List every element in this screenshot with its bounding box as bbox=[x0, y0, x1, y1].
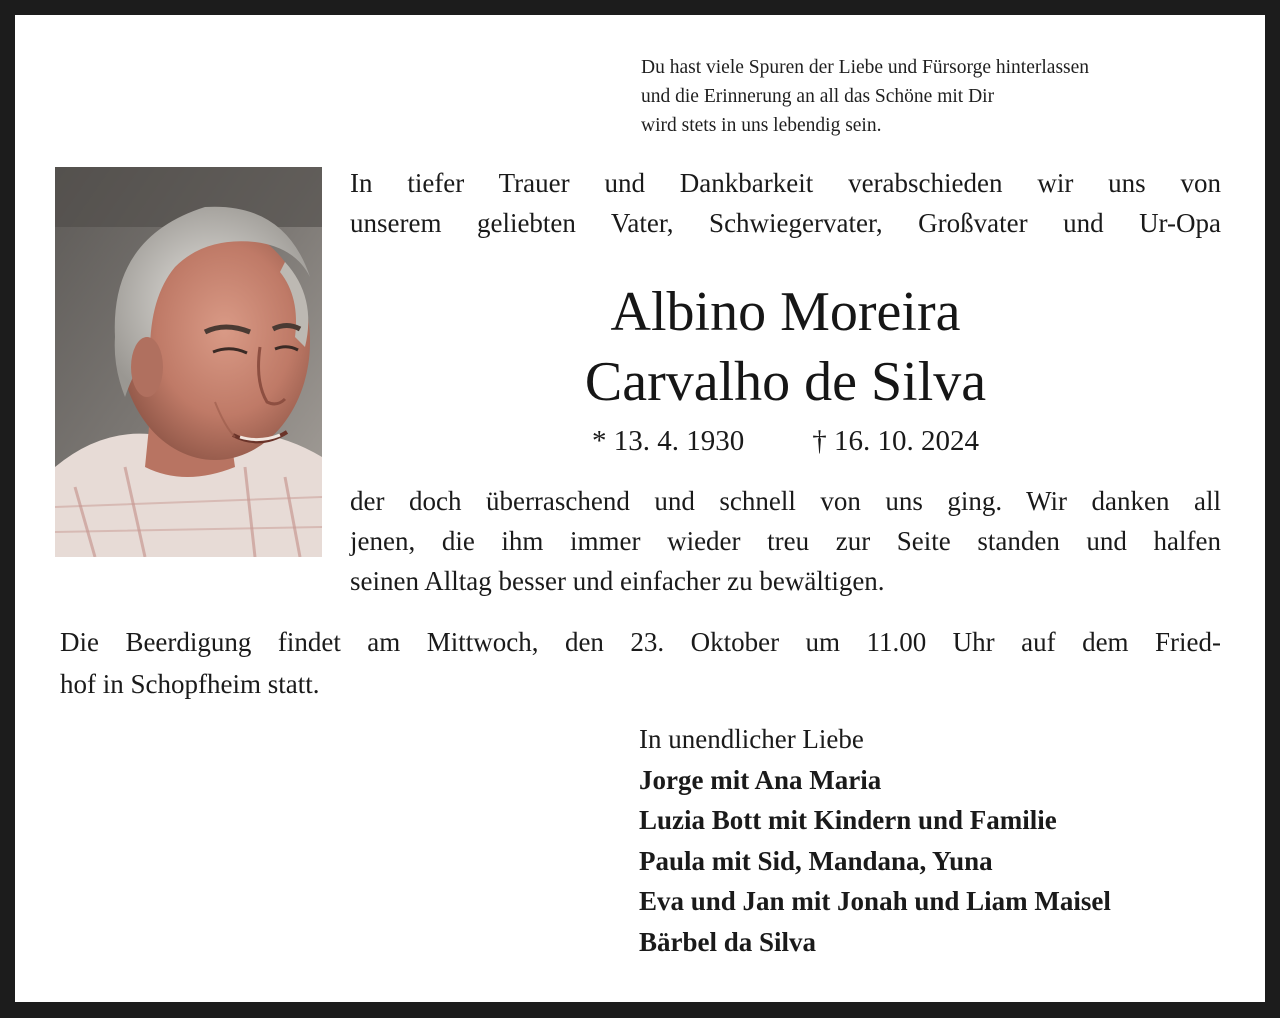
motto-line: Du hast viele Spuren der Liebe und Fürsorge hinterlassen bbox=[641, 57, 1090, 78]
signoff-intro: In unendlicher Liebe bbox=[639, 724, 864, 754]
intro-line: unserem geliebten Vater, Schwiegervater, Großvater und Ur-Opa bbox=[350, 208, 1221, 238]
mourner-name: Luzia Bott mit Kindern und Familie bbox=[639, 805, 1057, 835]
mourner-name: Bärbel da Silva bbox=[639, 926, 817, 957]
funeral-line: hof in Schopfheim statt. bbox=[60, 669, 320, 699]
signoff bbox=[639, 719, 1111, 962]
name-line-1: Albino Moreira bbox=[610, 281, 961, 343]
name-line-2: Carvalho de Silva bbox=[584, 351, 987, 413]
mourner-name: Paula mit Sid, Mandana, Yuna bbox=[639, 845, 993, 876]
motto-line: wird stets in uns lebendig sein. bbox=[641, 115, 882, 136]
portrait-photo bbox=[55, 167, 322, 557]
mourner-name: Eva und Jan mit Jonah und Liam Maisel bbox=[639, 886, 1111, 916]
funeral-line: Die Beerdigung findet am Mittwoch, den 23. Oktober um 11.00 Uhr auf dem Fried- bbox=[60, 627, 1221, 657]
life-dates bbox=[350, 421, 1221, 461]
motto-line: und die Erinnerung an all das Schöne mit Dir bbox=[641, 86, 995, 107]
intro-text bbox=[350, 163, 1221, 243]
gratitude-line: der doch überraschend und schnell von uns ging. Wir danken all bbox=[350, 486, 1221, 516]
mourner-name: Jorge mit Ana Maria bbox=[639, 764, 882, 795]
gratitude-text bbox=[350, 481, 1221, 601]
deceased-name bbox=[350, 277, 1221, 417]
gratitude-line: seinen Alltag besser und einfacher zu bewältigen. bbox=[350, 566, 885, 596]
death-date: † 16. 10. 2024 bbox=[812, 425, 979, 457]
motto-verse bbox=[641, 53, 1089, 140]
birth-date: * 13. 4. 1930 bbox=[592, 425, 745, 457]
gratitude-line: jenen, die ihm immer wieder treu zur Seite standen und halfen bbox=[350, 526, 1221, 556]
funeral-announcement bbox=[60, 621, 1221, 705]
intro-line: In tiefer Trauer und Dankbarkeit verabschieden wir uns von bbox=[350, 168, 1221, 198]
